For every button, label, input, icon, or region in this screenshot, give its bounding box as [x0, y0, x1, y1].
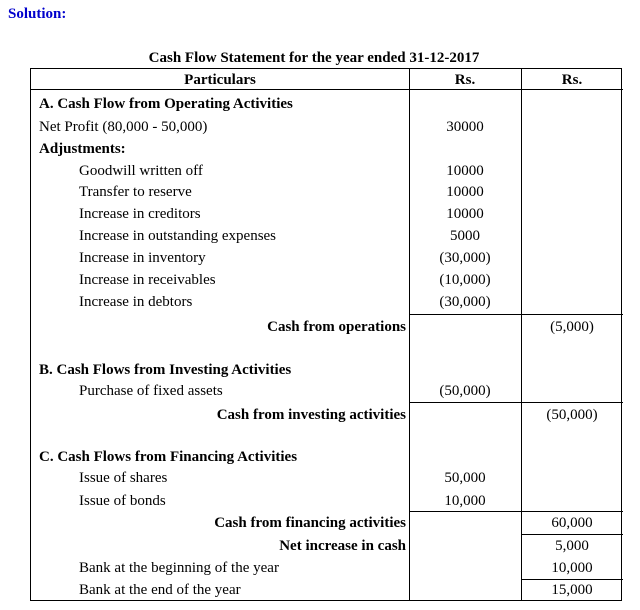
cash-flow-table [30, 68, 622, 601]
net-increase-rule [521, 534, 623, 535]
financing-item-value: 50,000 [444, 470, 486, 486]
adjustment-label: Increase in creditors [79, 206, 201, 222]
column-divider-1 [409, 69, 410, 600]
bank-begin-rule [521, 579, 623, 580]
investing-heading: B. Cash Flows from Investing Activities [39, 362, 292, 378]
investing-rule-right [521, 402, 623, 403]
adjustments-label: Adjustments: [39, 141, 126, 157]
operations-total-value: (5,000) [550, 319, 594, 335]
solution-label: Solution: [8, 6, 67, 22]
bank-begin-label: Bank at the beginning of the year [79, 560, 279, 576]
adjustment-value: 5000 [450, 228, 480, 244]
financing-item-label: Issue of bonds [79, 493, 166, 509]
investing-total-label: Cash from investing activities [216, 407, 406, 423]
adjustment-label: Transfer to reserve [79, 184, 192, 200]
net-increase-label: Net increase in cash [279, 538, 406, 554]
adjustment-label: Increase in receivables [79, 272, 216, 288]
investing-total-value: (50,000) [546, 407, 598, 423]
financing-item-value: 10,000 [444, 493, 486, 509]
header-rs-col2: Rs. [561, 72, 583, 88]
header-rs-col1: Rs. [454, 72, 476, 88]
investing-item-value: (50,000) [439, 383, 491, 399]
statement-title: Cash Flow Statement for the year ended 31-12-2017 [148, 50, 480, 66]
net-increase-value: 5,000 [555, 538, 589, 554]
bank-end-value: 15,000 [551, 582, 593, 598]
financing-rule-right [521, 511, 623, 512]
adjustment-value: (30,000) [439, 294, 491, 310]
header-rule [31, 89, 623, 90]
operating-heading: A. Cash Flow from Operating Activities [39, 96, 293, 112]
adjustment-label: Increase in debtors [79, 294, 193, 310]
net-profit-label: Net Profit (80,000 - 50,000) [39, 119, 208, 135]
adjustment-value: 10000 [446, 184, 484, 200]
financing-heading: C. Cash Flows from Financing Activities [39, 449, 298, 465]
adjustment-label: Increase in inventory [79, 250, 206, 266]
adjustment-value: (30,000) [439, 250, 491, 266]
financing-rule-mid [409, 511, 521, 512]
financing-total-value: 60,000 [551, 515, 593, 531]
investing-item-label: Purchase of fixed assets [79, 383, 223, 399]
adjustment-label: Increase in outstanding expenses [79, 228, 277, 244]
financing-item-label: Issue of shares [79, 470, 168, 486]
bank-end-label: Bank at the end of the year [79, 582, 241, 598]
investing-rule-mid [409, 402, 521, 403]
adjustment-label: Goodwill written off [79, 163, 203, 179]
financing-total-label: Cash from financing activities [214, 515, 406, 531]
operations-rule-right [521, 314, 623, 315]
net-profit-value: 30000 [446, 119, 484, 135]
adjustment-value: 10000 [446, 206, 484, 222]
header-particulars: Particulars [184, 72, 256, 88]
operations-rule-mid [409, 314, 521, 315]
adjustment-value: 10000 [446, 163, 484, 179]
bank-begin-value: 10,000 [551, 560, 593, 576]
adjustment-value: (10,000) [439, 272, 491, 288]
operations-total-label: Cash from operations [267, 319, 406, 335]
